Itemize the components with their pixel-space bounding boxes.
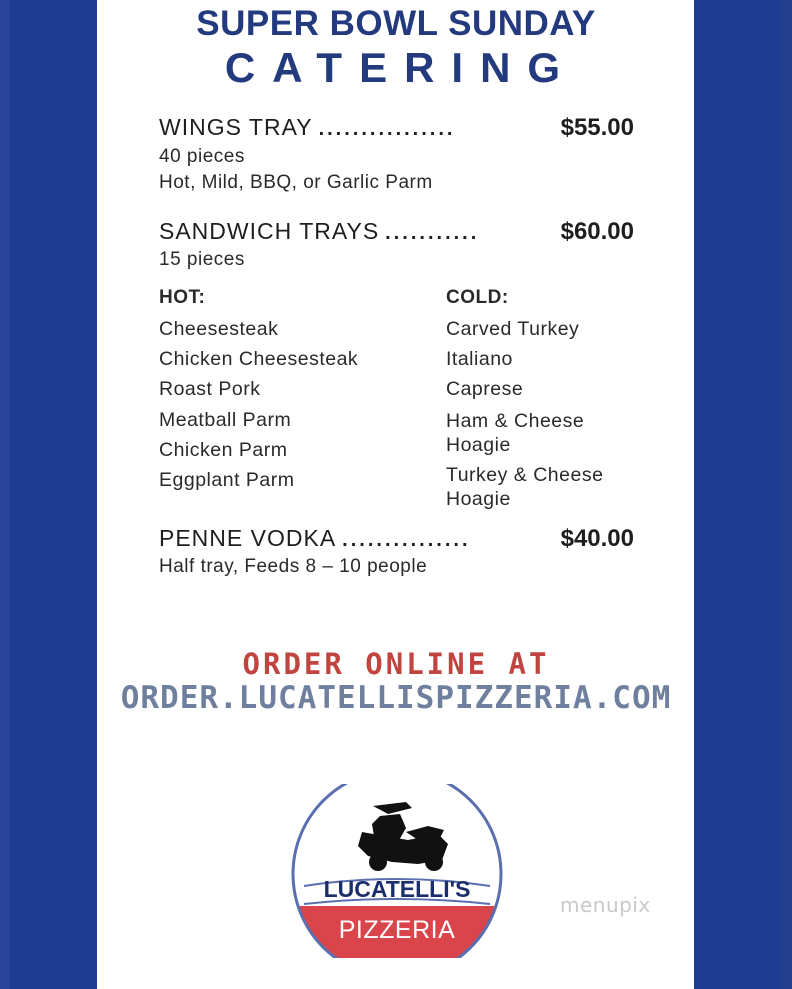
item-detail: 40 pieces [159,146,245,167]
menu-item-penne-vodka [159,525,634,553]
list-item: Caprese [446,378,524,401]
item-detail: 15 pieces [159,249,245,270]
item-leader-dots: ............... [342,529,471,551]
cold-heading: COLD: [446,287,509,308]
order-url[interactable]: ORDER.LUCATELLISPIZZERIA.COM [120,680,672,716]
list-item: Italiano [446,348,513,371]
cold-sandwich-list [446,287,646,517]
order-online-label: ORDER ONLINE AT [242,647,550,681]
list-item: Carved Turkey [446,318,580,340]
menu-item-sandwich-trays [159,218,634,246]
lucatellis-logo [288,784,506,958]
header-title: SUPER BOWL SUNDAY [196,4,596,43]
list-item: Chicken Parm [159,438,288,461]
left-border [0,0,10,989]
list-item: Turkey & Cheese Hoagie [446,463,604,510]
hot-sandwich-list [159,287,358,499]
item-detail: Half tray, Feeds 8 – 10 people [159,556,428,577]
list-item: Roast Pork [159,378,261,401]
list-item: Meatball Parm [159,408,292,431]
right-border [780,0,792,989]
hot-heading: HOT: [159,287,206,308]
item-price: $60.00 [560,218,634,245]
header-subtitle: CATERING [224,44,578,91]
item-detail: Hot, Mild, BBQ, or Garlic Parm [159,172,433,193]
item-name: WINGS TRAY [159,114,313,140]
list-item: Chicken Cheesesteak [159,348,359,371]
logo-subtitle: PIZZERIA [338,916,456,944]
watermark: menupix [560,893,651,917]
list-item: Ham & Cheese Hoagie [446,409,585,456]
menu-item-wings-tray [159,114,634,142]
list-item: Cheesesteak [159,318,279,340]
item-leader-dots: ................ [318,118,456,140]
list-item: Eggplant Parm [159,468,295,491]
item-name: SANDWICH TRAYS [159,218,380,244]
item-leader-dots: ........... [385,222,480,244]
item-price: $40.00 [560,525,634,552]
item-price: $55.00 [560,114,634,141]
item-name: PENNE VODKA [159,525,337,551]
logo-name: LUCATELLI'S [323,876,471,902]
